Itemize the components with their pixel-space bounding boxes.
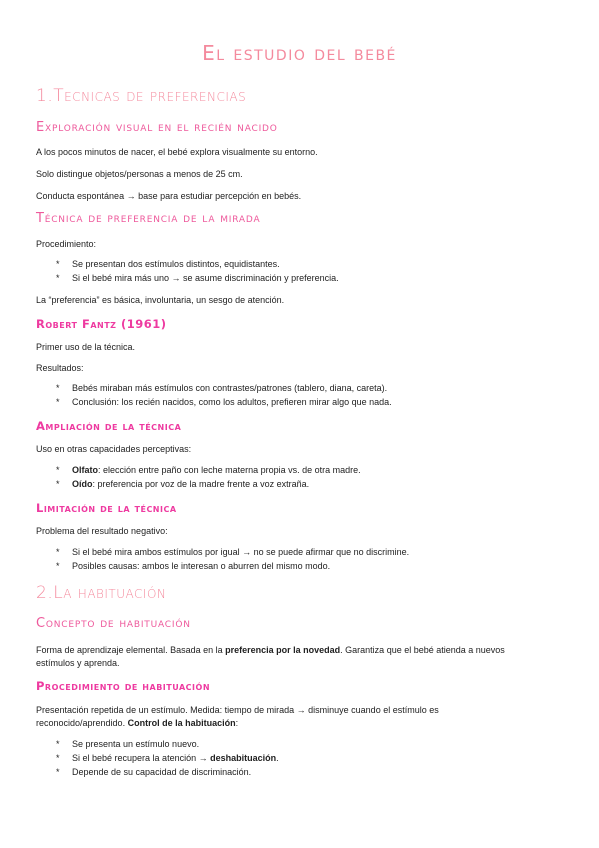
subheading-limitacion: Limitación de la técnica (36, 501, 177, 515)
subheading-ampliacion: Ampliación de la técnica (36, 419, 182, 433)
paragraph-bold: Control de la habituación (127, 718, 236, 728)
list-item: Si el bebé mira ambos estímulos por igual → no se puede afirmar que no discrimine. (72, 547, 410, 557)
list-item: Posibles causas: ambos le interesan o aburren del mismo modo. (72, 561, 331, 571)
paragraph-text: Forma de aprendizaje elemental. Basada en la (36, 645, 226, 655)
subheading-procedimiento: Procedimiento de habituación (36, 679, 211, 693)
subheading-mirada: Técnica de preferencia de la mirada (36, 211, 261, 226)
list-item: Si el bebé mira más uno → se asume discriminación y preferencia. (72, 273, 339, 283)
list-item: Se presenta un estímulo nuevo. (72, 739, 200, 749)
list-item: Bebés miraban más estímulos con contrastes/patrones (tablero, diana, careta). (72, 383, 388, 393)
bullet-marker: * (56, 753, 60, 763)
paragraph: Procedimiento: (36, 239, 97, 249)
list-item-label: Oído (72, 479, 93, 489)
list-item: Depende de su capacidad de discriminación. (72, 767, 252, 777)
paragraph: A los pocos minutos de nacer, el bebé explora visualmente su entorno. (36, 147, 318, 157)
paragraph: Conducta espontánea → base para estudiar percepción en bebés. (36, 191, 302, 201)
list-item: Conclusión: los recién nacidos, como los adultos, prefieren mirar algo que nada. (72, 397, 392, 407)
list-item-label: Olfato (72, 465, 98, 475)
bullet-marker: * (56, 561, 60, 571)
list-item (72, 752, 279, 765)
paragraph: Resultados: (36, 363, 84, 373)
bullet-marker: * (56, 259, 60, 269)
paragraph-text: . Garantiza que el bebé atienda a nuevos estímulos y aprenda. (36, 645, 505, 668)
subheading-exploracion: Exploración visual en el recién nacido (36, 120, 278, 135)
bullet-marker: * (56, 397, 60, 407)
subheading-concepto: Concepto de habituación (36, 616, 191, 631)
paragraph: La “preferencia” es básica, involuntaria, un sesgo de atención. (36, 295, 285, 305)
list-item (72, 478, 309, 491)
paragraph-text: Presentación repetida de un estímulo. Medida: tiempo de mirada → disminuye cuando el estímulo es reconocido/aprendido. (36, 705, 439, 728)
paragraph-bold: preferencia por la novedad (225, 645, 341, 655)
list-item-text: : elección entre paño con leche materna propia vs. de otra madre. (98, 465, 361, 475)
document-title: El estudio del bebé (202, 41, 397, 65)
section-heading-habituacion: 2.La habituación (36, 583, 167, 603)
subheading-fantz: Robert Fantz (1961) (36, 317, 167, 331)
list-item: Se presentan dos estímulos distintos, equidistantes. (72, 259, 280, 269)
paragraph: Solo distingue objetos/personas a menos de 25 cm. (36, 169, 243, 179)
paragraph (36, 704, 516, 730)
bullet-marker: * (56, 465, 60, 475)
paragraph: Uso en otras capacidades perceptivas: (36, 444, 192, 454)
paragraph-text: : (235, 718, 239, 728)
paragraph: Primer uso de la técnica. (36, 342, 136, 352)
paragraph (36, 644, 516, 670)
bullet-marker: * (56, 479, 60, 489)
bullet-marker: * (56, 383, 60, 393)
paragraph: Problema del resultado negativo: (36, 526, 168, 536)
bullet-marker: * (56, 273, 60, 283)
list-item-text: Si el bebé recupera la atención → (72, 753, 211, 763)
list-item-text: : preferencia por voz de la madre frente a voz extraña. (92, 479, 310, 489)
bullet-marker: * (56, 767, 60, 777)
list-item-text: . (276, 753, 279, 763)
section-heading-tecnicas: 1.Tecnicas de preferencias (36, 86, 247, 106)
list-item-bold: deshabituación (210, 753, 277, 763)
bullet-marker: * (56, 739, 60, 749)
bullet-marker: * (56, 547, 60, 557)
list-item (72, 464, 361, 477)
